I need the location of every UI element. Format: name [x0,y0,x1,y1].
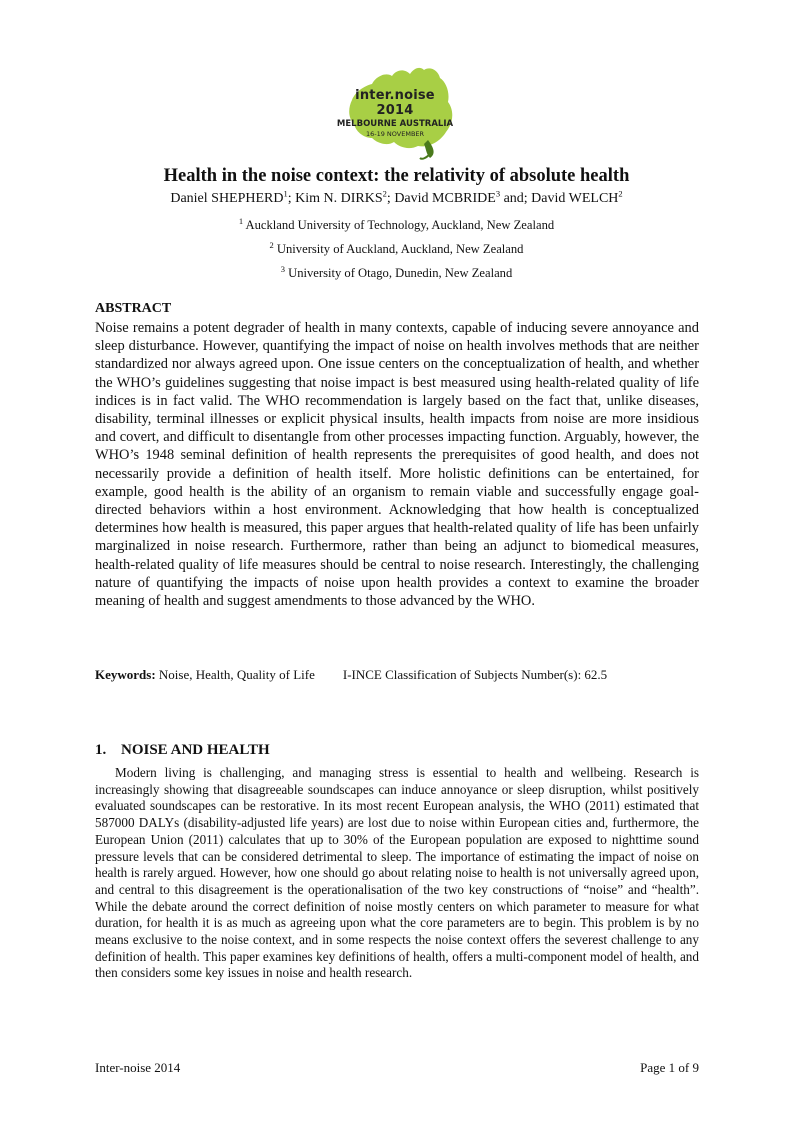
abstract-heading: ABSTRACT [95,301,172,316]
affiliation-mark: 3 [280,263,285,274]
section-body-text: Modern living is challenging, and managing stress is essential to health and wellbeing. Research is increasingly showing that disagreeable soundscapes can induce annoyance or sleep disruption, whilst positively evaluated soundscapes can be restorative. In its most recent European analysis, the WHO (2011) estimated that 587000 DALYs (disability-adjusted life years) are lost due to noise within European cities and, furthermore, the European Union (2011) calculates that up to 30% of the European population are exposed to nighttime sound pressure levels that can be considered detrimental to sleep. The importance of estimating the impact of noise on health is rarely argued. However, how one should go about relating noise to health is not universally agreed upon, and central to this disagreement is the operationalisation of the two key constructions of “noise” and “health”. While the debate around the correct definition of noise mostly centers on which parameter to measure for what duration, for health it is as much as agreeing upon what the core parameters are to begin. This problem is by no means exclusive to the noise context, and in some respects the noise context offers the severest challenge to any definition of health. This paper examines key definitions of health, offers a multi-component model of health, and then considers some key issues in noise and health research. [95,765,699,981]
affiliation-text: Auckland University of Technology, Auckland, New Zealand [243,218,555,232]
keywords-value: Noise, Health, Quality of Life [155,667,315,682]
author-name: Daniel SHEPHERD [170,191,284,206]
section-heading [95,742,270,759]
affiliation-text: University of Auckland, Auckland, New Zealand [273,242,524,256]
logo-dates: 16-19 NOVEMBER [365,130,425,138]
author-separator: ; [386,191,395,206]
section-title: NOISE AND HEALTH [121,742,270,758]
author-list [0,188,793,207]
keywords-line [95,667,607,683]
logo-location: MELBOURNE AUSTRALIA [336,119,454,129]
author-separator: and; [500,191,532,206]
author-separator: ; [287,191,296,206]
logo-title: inter.noise 2014 [355,88,435,118]
affiliation-text: University of Otago, Dunedin, New Zealand [284,266,513,280]
abstract-text: Noise remains a potent degrader of health in many contexts, capable of inducing severe annoyance and sleep disturbance. However, quantifying the impact of noise on health involves methods that are neither standardized nor always agreed upon. One issue centers on the conceptualization of health, and whether the WHO’s guidelines suggesting that noise impact is best measured using health-related quality of life indices is in fact valid. The WHO recommendation is largely based on the fact that, unlike diseases, disability, terminal illnesses or explicit physical insults, health impacts from noise are more insidious and covert, and difficult to disentangle from other processes impacting function. Arguably, however, the WHO’s 1948 seminal definition of health represents the prerequisites of good health, and does not necessarily provide a definition of health itself. More holistic definitions can be entertained, for example, good health is the ability of an organism to remain viable and successfully engage goal-directed behaviors within a host environment. Acknowledging that how health is conceptualized determines how health is measured, this paper argues that health-related quality of life has been unfairly marginalized in noise research. Furthermore, rather than being an adjunct to biomedical measures, health-related quality of life measures should be central to noise research. Interestingly, the challenging nature of quantifying the impacts of noise upon health provides a context to examine the broader meaning of health and suggest amendments to those advanced by the WHO. [95,320,699,610]
author-affiliation-mark: 1 [283,188,288,199]
author-name: Kim N. DIRKS [295,191,383,206]
author-affiliation-mark: 2 [618,188,623,199]
affiliation-mark: 2 [269,239,274,250]
author-name: David WELCH [531,191,619,206]
footer-page-number: Page 1 of 9 [640,1060,699,1075]
affiliation [0,239,793,257]
affiliation [0,215,793,233]
conference-logo [330,62,460,162]
affiliation-mark: 1 [238,215,244,226]
paper-title: Health in the noise context: the relativity of absolute health [163,166,630,186]
keywords-label: Keywords: [95,667,156,682]
author-name: David MCBRIDE [394,191,496,206]
footer-conference: Inter-noise 2014 [95,1060,181,1075]
affiliation [0,263,793,281]
author-affiliation-mark: 2 [382,188,387,199]
classification-text: I-INCE Classification of Subjects Number(s): 62.5 [342,667,608,682]
section-number: 1. [95,742,107,758]
author-affiliation-mark: 3 [495,188,501,199]
